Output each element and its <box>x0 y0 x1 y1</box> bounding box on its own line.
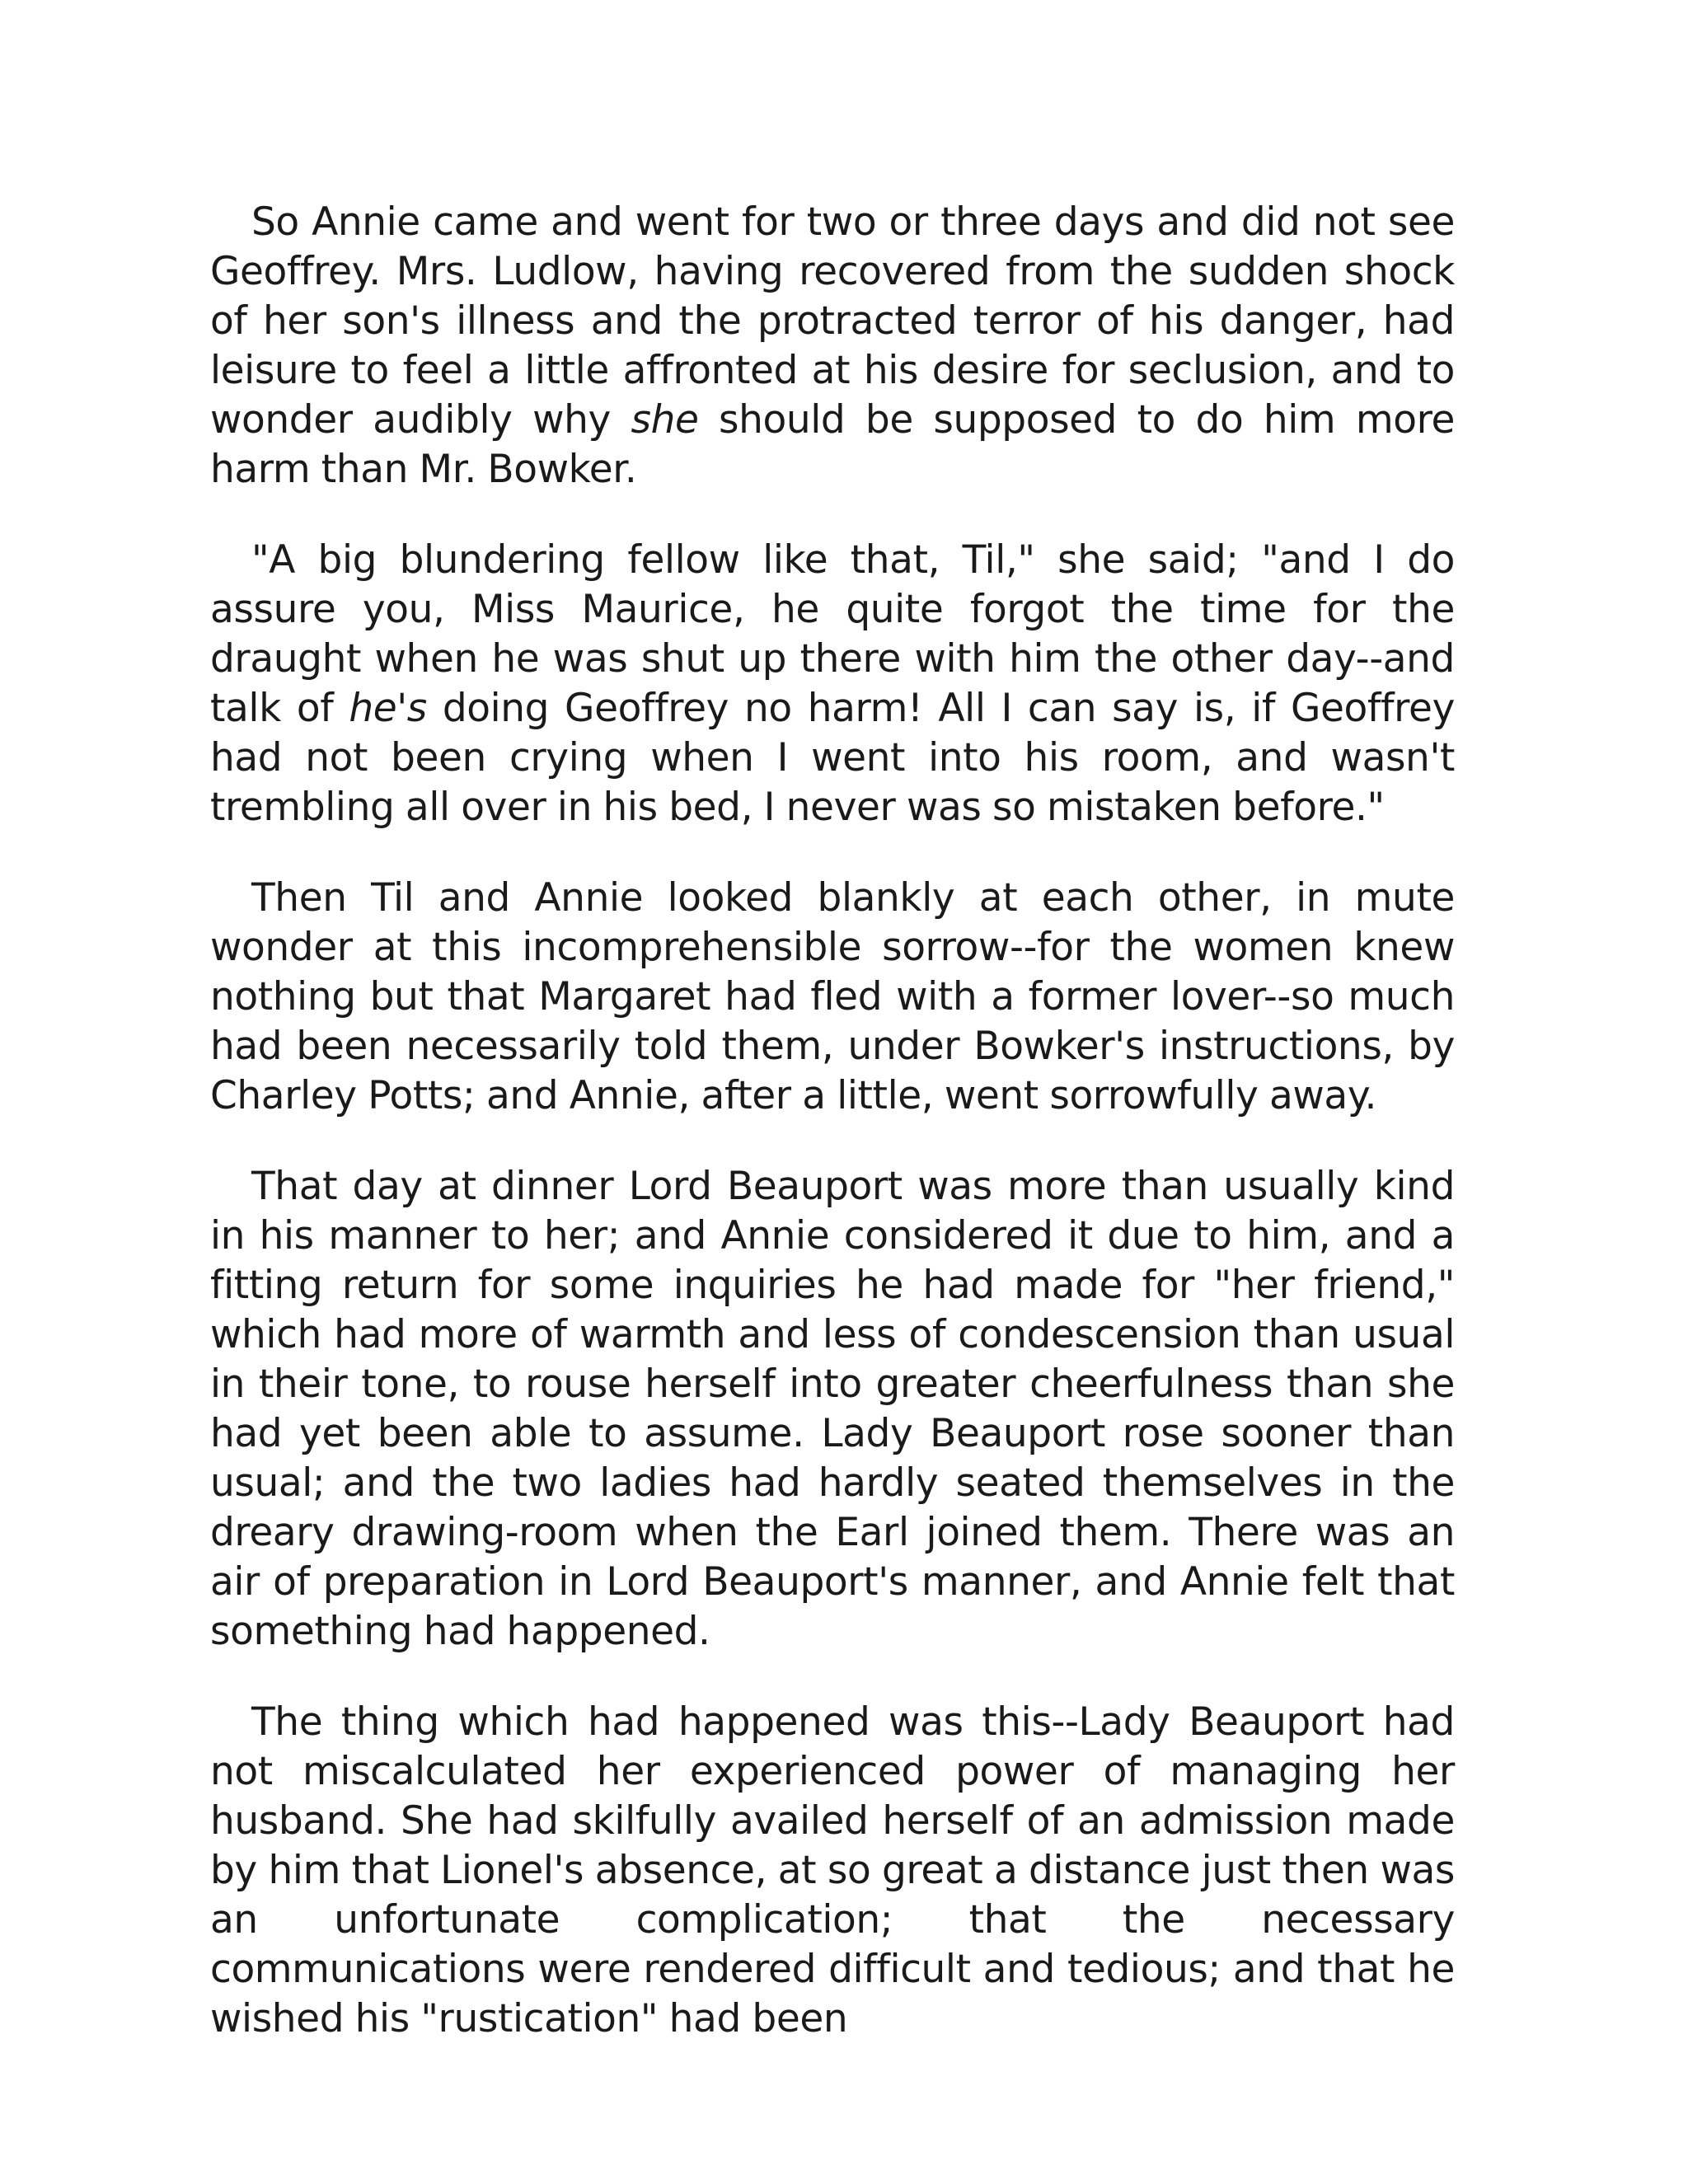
paragraph-2 <box>210 536 1455 832</box>
paragraph-1-text-a: So Annie came and went for two or three days and did not see Geoffrey. Mrs. Ludlow, having recovered from the sudden shock of her son's illness and the protracted terror of his danger, had leisure to feel a little affronted at his desire for seclusion, and to wonder audibly why <box>210 199 1455 443</box>
paragraph-1 <box>210 198 1455 494</box>
document-page <box>210 198 1455 2044</box>
paragraph-3-text: Then Til and Annie looked blankly at each other, in mute wonder at this incomprehensible sorrow--for the women knew nothing but that Margaret had fled with a former lover--so much had been necessarily told them, under Bowker's instructions, by Charley Potts; and Annie, after a little, went sorrowfully away. <box>210 875 1455 1118</box>
paragraph-4-text: That day at dinner Lord Beauport was more than usually kind in his manner to her; and Annie considered it due to him, and a fitting return for some inquiries he had made for "her friend," which had more of warmth and less of condescension than usual in their tone, to rouse herself into greater cheerfulness than she had yet been able to assume. Lady Beauport rose sooner than usual; and the two ladies had hardly seated themselves in the dreary drawing-room when the Earl joined them. There was an air of preparation in Lord Beauport's manner, and Annie felt that something had happened. <box>210 1164 1455 1654</box>
paragraph-4 <box>210 1162 1455 1657</box>
paragraph-5-text: The thing which had happened was this--Lady Beauport had not miscalculated her experienced power of managing her husband. She had skilfully availed herself of an admission made by him that Lionel's absence, at so great a distance just then was an unfortunate complication; that the necessary communications were rendered difficult and tedious; and that he wished his "rustication" had been <box>210 1699 1455 2041</box>
paragraph-1-italic-she: she <box>631 397 699 443</box>
paragraph-2-text-a: "A big blundering fellow like that, Til," she said; "and I do assure you, Miss Maurice, he quite forgot the time for the draught when he was shut up there with him the other day--and talk of <box>210 537 1455 731</box>
paragraph-2-italic-hes: he's <box>349 686 427 731</box>
paragraph-2-text-b: doing Geoffrey no harm! All I can say is, if Geoffrey had not been crying when I went into his room, and wasn't trembling all over in his bed, I never was so mistaken before." <box>210 686 1455 830</box>
paragraph-1-text-b: should be supposed to do him more harm than Mr. Bowker. <box>210 397 1455 492</box>
paragraph-5 <box>210 1698 1455 2044</box>
paragraph-3 <box>210 874 1455 1121</box>
